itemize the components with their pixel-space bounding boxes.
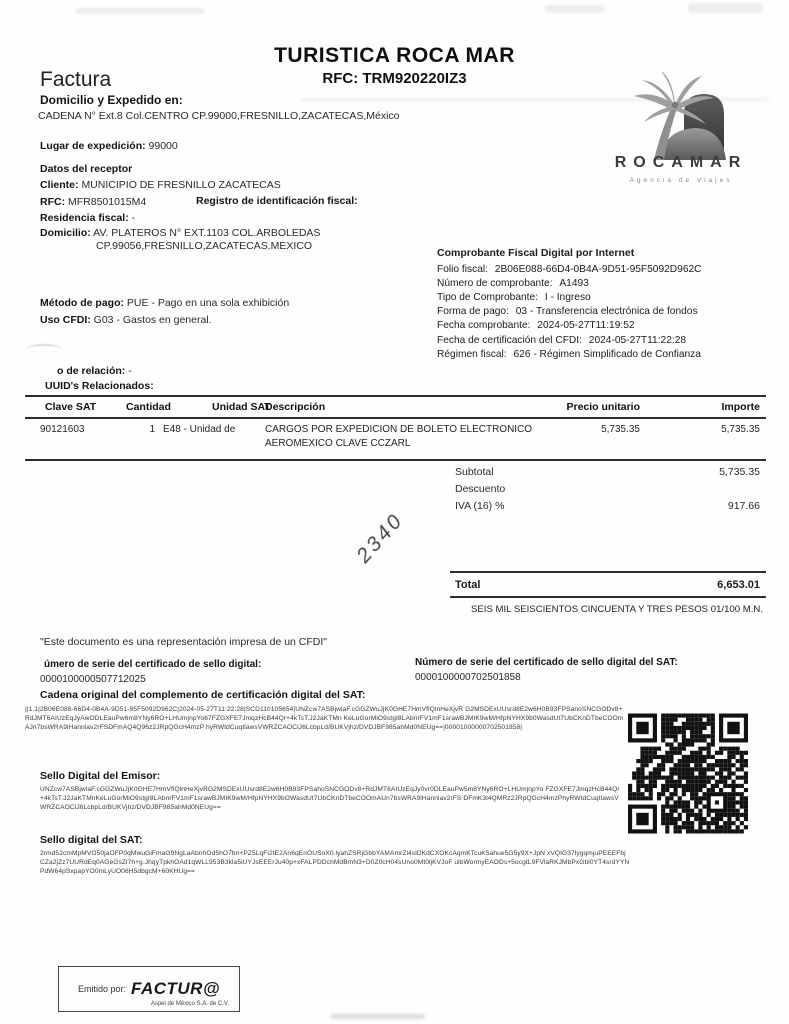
uso-cfdi-value: G03 - Gastos en general. (93, 314, 212, 326)
subtotal-value: 5,735.35 (719, 466, 760, 478)
scan-scribble (26, 344, 62, 354)
lugar-expedicion-value: 99000 (148, 140, 178, 152)
folio-fiscal-label: Folio fiscal: (437, 264, 488, 276)
registro-fiscal-label: Registro de identificación fiscal: (196, 195, 358, 207)
uso-cfdi-row (40, 313, 212, 328)
total-bottom-rule (450, 596, 766, 598)
total-value: 6,653.01 (717, 579, 760, 591)
numero-comprobante-row (437, 277, 782, 291)
regimen-fiscal-label: Régimen fiscal: (437, 348, 507, 360)
item-clave: 90121603 (40, 424, 85, 435)
col-header-descripcion: Descripción (265, 401, 326, 413)
domicilio-expedido-label (40, 93, 183, 107)
col-header-precio: Precio unitario (566, 401, 640, 413)
table-top-rule (25, 395, 766, 397)
forma-pago-value: 03 - Transferencia electrónica de fondos (515, 306, 698, 318)
cert-sat-value: 0000100000702501858 (415, 672, 521, 683)
iva-value: 917.66 (727, 500, 760, 512)
metodo-pago-row (40, 296, 289, 311)
cadena-original-value: ||1.1|2B06E088-66D4-0B4A-9D51-95F5092D962C|2024-05-27T11:22:28|SCD110105654|UNZcw7ASBjwlaF.cGGZWuJjK0GHE7HmVflQlnHeXjvR G2MSDExUUsrd8E2w6H0B93FPSanoSNCGODv8+RdJMT6AIUzEqJyAwODLEauPw6m8YNy6RO+LHUmjnpYo67FZGXFE7JmqzHcB44Qr+4kTsT.J2JaKTMn KeLuGorMiO9stgI8LAbnrFV1mF1srawBJMIK9wM/HfpNYHX9b0WasdUt7UbCKnDTbeCOOmAJn7bsWRA9lHannlav2rFSDFmAQ4Q96z2JRpQGcH4mzP hyRWtdCuqtlawsVWRZCAOCiJ6LcbpLd/BUKVjhz/DVDJBF985ahMd0NEUg==|00001000000702501858| (25, 706, 624, 732)
qr-code (628, 712, 748, 835)
emisor-address: CADENA N° Ext.8 Col.CENTRO CP.99000,FRESNILLO,ZACATECAS,México (38, 110, 400, 122)
lugar-expedicion-label: Lugar de expedición: (40, 140, 146, 152)
scan-smudge (545, 5, 605, 13)
residencia-value: - (131, 212, 136, 224)
tipo-comprobante-label: Tipo de Comprobante: (437, 292, 538, 304)
col-header-unidad: Unidad SAT (212, 401, 271, 413)
col-header-cantidad: Cantidad (126, 401, 171, 413)
forma-pago-row (437, 305, 782, 319)
fecha-certificacion-value: 2024-05-27T11:22:28 (588, 334, 687, 346)
item-importe: 5,735.35 (721, 424, 760, 435)
cadena-original-label: Cadena original del complemento de certificación digital del SAT: (40, 689, 366, 701)
cliente-row (40, 178, 281, 193)
table-bottom-rule (25, 459, 766, 461)
item-cantidad: 1 (149, 424, 155, 435)
emitido-por-label: Emitido por: (77, 984, 126, 994)
company-name: TURISTICA ROCA MAR (274, 44, 515, 67)
sello-sat-value: 2rmd52cmMpMVO50jaOFP0qMwuGiFmaG9NgLaAbnhOd5hO7bn+PZ5LqFi2tE2An6qEnOUSoX0.lyahZSRjGbbYAMAmrZl4slDKdCXOKcAqmKTcuK5ahue5G5y9X+JpN xVQIG37lygqmjuPEEEFbjCZa2jZz7UURdEq0AGeGsZl7h+g.JhqyTpkhOAd1qWLL953B3kla5iUYJsEEErJu40p+xFALPDDchMdBmN3+D0Z0cH04sUno0Mt0ljKVJoF ulbWormyEAODs+5ocgtL9FVlaRKJMbPxGbl0YT4srdYYNPdW64pSxpapYO0mLyUO06H5dbgcM+60KHUg== (40, 850, 630, 876)
rocamar-wordmark: ROCAMAR (614, 154, 748, 171)
subtotal-label: Subtotal (455, 466, 494, 478)
fecha-comprobante-row (437, 319, 782, 333)
col-header-clave: Clave SAT (45, 401, 97, 413)
tipo-comprobante-row (437, 291, 782, 305)
regimen-fiscal-row (437, 348, 782, 362)
iva-label: IVA (16) % (455, 500, 505, 512)
folio-fiscal-row (437, 263, 782, 277)
forma-pago-label: Forma de pago: (437, 306, 509, 318)
receptor-section-title: Datos del receptor (40, 163, 133, 175)
receptor-rfc-row (40, 195, 146, 210)
item-unidad: E48 - Unidad de (163, 424, 236, 435)
table-header-rule (25, 417, 766, 419)
item-descripcion-line1: CARGOS POR EXPEDICION DE BOLETO ELECTRONICO (265, 424, 533, 435)
cert-emisor-label: úmero de serie del certificado de sello digital: (44, 659, 262, 670)
palm-tree-icon (598, 72, 764, 190)
uuids-relacionados-label: UUID's Relacionados: (45, 380, 154, 392)
regimen-fiscal-value: 626 - Régimen Simplificado de Confianza (513, 348, 701, 360)
factura-software-logo: FACTUR@ (131, 979, 221, 998)
tipo-relacion-value: - (128, 365, 132, 377)
item-descripcion-line2: AEROMEXICO CLAVE CCZARL (265, 438, 411, 449)
lugar-expedicion-row (40, 139, 178, 154)
fecha-certificacion-row (437, 334, 782, 348)
metodo-pago-label: Método de pago: (40, 297, 124, 309)
total-in-words: SEIS MIL SEISCIENTOS CINCUENTA Y TRES PESOS 01/100 M.N. (471, 604, 763, 615)
tipo-relacion-row (57, 364, 132, 379)
metodo-pago-value: PUE - Pago en una sola exhibición (126, 297, 290, 309)
tipo-relacion-label: o de relación: (57, 365, 126, 377)
fecha-comprobante-label: Fecha comprobante: (437, 320, 531, 332)
fecha-certificacion-label: Fecha de certificación del CFDI: (437, 334, 582, 346)
tipo-comprobante-value: I - Ingreso (544, 292, 591, 304)
sello-emisor-value: UNZcw7ASBjwlaF.cGGZWuJjK0GHE7HmVflQlnHeXjvRG2MSDExUUsrd8E2w6H0B93FPSahoSNCGODv8+RdJMT6AIUzEqJy0vr0DLEauPw5m8YNy6RO+LHUmjnpYo FZGXFE7JmqzHcB44Qr+4kTsT.J2JaKTMnKeLuGorMiO9stgI8LAbnrFV1mF1srawBJMIK9wM/HfpNYHX9bOWasdUt7UbCKnDTbeCOOmAUn7bsWRA9lHannlav2rFS DFmK3l4QMRz2JRpQGcH4mzPhyRWtdCuqtlawsVWRZCAOCiJ6LcbpLd/BUKVjhz/DVDJBF985ahMd0NEUg== (40, 786, 620, 812)
sello-emisor-label: Sello Digital del Emisor: (40, 770, 161, 782)
document-type-title: Factura (40, 68, 112, 91)
item-precio: 5,735.35 (601, 424, 640, 435)
company-rfc: RFC: TRM920220IZ3 (322, 70, 467, 87)
uso-cfdi-label: Uso CFDI: (40, 314, 91, 326)
receptor-domicilio-label: Domicilio: (40, 227, 91, 239)
residencia-row (40, 211, 135, 226)
folio-fiscal-value: 2B06E088-66D4-0B4A-9D51-95F5092D962C (494, 264, 702, 276)
residencia-label: Residencia fiscal: (40, 212, 129, 224)
numero-comprobante-value: A1493 (559, 278, 589, 290)
numero-comprobante-label: Número de comprobante: (437, 278, 553, 290)
rocamar-tagline: Agencia de Viajes (629, 177, 733, 184)
comprobante-section (437, 246, 782, 362)
cliente-value: MUNICIPIO DE FRESNILLO ZACATECAS (81, 179, 281, 191)
receptor-domicilio-line2: CP.99056,FRESNILLO,ZACATECAS.MEXICO (96, 240, 313, 252)
col-header-importe: Importe (721, 401, 760, 413)
handwritten-note: 2340 (352, 508, 409, 568)
rocamar-logo (598, 72, 764, 190)
emitido-por-subtext: Aspel de México S.A. de C.V. (150, 1001, 229, 1007)
receptor-rfc-label: RFC: (40, 196, 66, 208)
cert-sat-label: Número de serie del certificado de sello digital del SAT: (415, 657, 678, 668)
fecha-comprobante-value: 2024-05-27T11:19:52 (537, 320, 635, 332)
scan-smudge (688, 3, 763, 13)
receptor-domicilio-line1: AV. PLATEROS N° EXT.1103 COL.ARBOLEDAS (93, 227, 321, 239)
emitido-por-box (58, 966, 240, 1012)
receptor-domicilio-row (40, 226, 320, 241)
receptor-rfc-value: MFR8501015M4 (68, 196, 147, 208)
domicilio-expedido-label-text: Domicilio y Expedido en: (40, 93, 183, 107)
sello-sat-label: Sello digital del SAT: (40, 834, 143, 846)
total-top-rule (450, 571, 766, 573)
cliente-label: Cliente: (40, 179, 79, 191)
total-label: Total (455, 579, 481, 591)
descuento-label: Descuento (455, 483, 506, 495)
cert-emisor-value: 0000100000507712025 (40, 674, 146, 685)
scan-smudge (75, 8, 205, 14)
comprobante-title: Comprobante Fiscal Digital por Internet (437, 247, 635, 259)
scan-smudge (330, 1014, 425, 1019)
cfdi-notice: "Este documento es una representación impresa de un CFDI" (40, 636, 328, 648)
